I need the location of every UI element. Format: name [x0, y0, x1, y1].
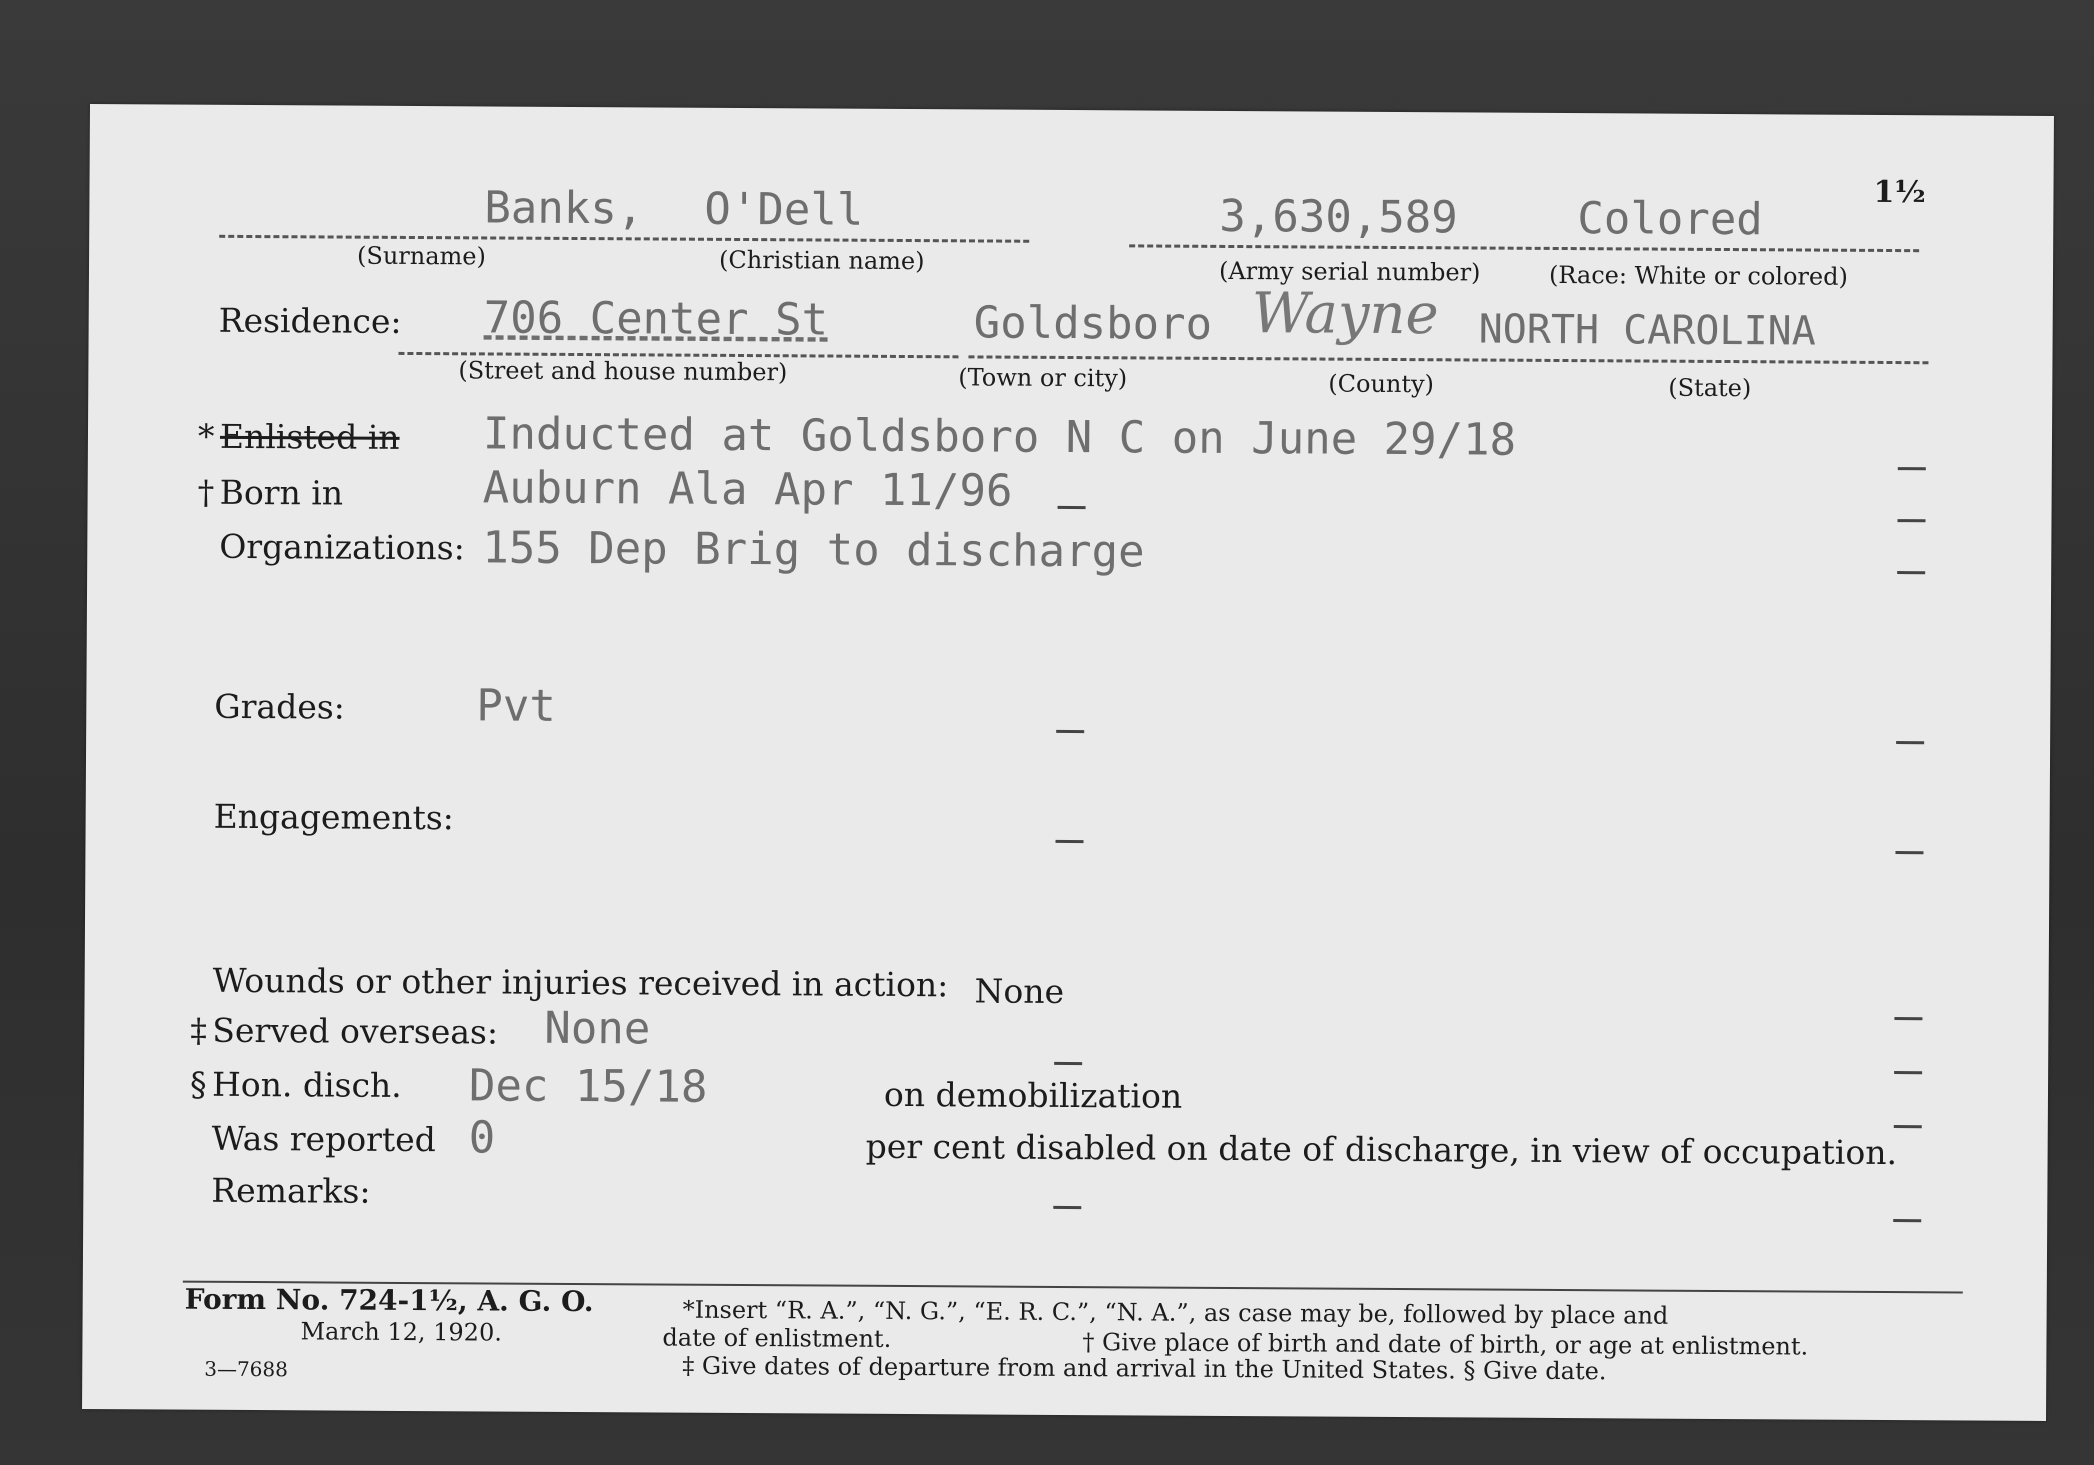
overseas-value: None — [544, 1002, 651, 1055]
margin-dash — [1056, 840, 1084, 843]
record-card — [82, 104, 2054, 1421]
street-label: (Street and house number) — [458, 356, 788, 387]
county-value: Wayne — [1251, 281, 1439, 348]
margin-dash — [1894, 1125, 1922, 1128]
form-date: March 12, 1920. — [300, 1317, 502, 1347]
footnote-line-3: ‡ Give dates of departure from and arrival in the United States. § Give date. — [682, 1351, 1607, 1386]
born-mark: † — [197, 472, 215, 512]
race-label: (Race: White or colored) — [1548, 260, 1848, 291]
grades-label: Grades: — [214, 686, 345, 727]
town-label: (Town or city) — [958, 363, 1128, 393]
margin-dash — [1056, 730, 1084, 733]
serial-underline — [1129, 244, 1919, 252]
engagements-label: Engagements: — [213, 796, 454, 838]
footnote-line-1: *Insert “R. A.”, “N. G.”, “E. R. C.”, “N. A.”, as case may be, followed by place and — [682, 1295, 1669, 1330]
margin-dash — [1053, 1206, 1081, 1209]
form-number: Form No. 724-1½, A. G. O. — [184, 1282, 594, 1319]
wounds-value: None — [974, 971, 1065, 1011]
residence-label: Residence: — [218, 300, 402, 341]
margin-dash — [1894, 1017, 1922, 1020]
race-value: Colored — [1577, 193, 1763, 246]
margin-dash — [1897, 519, 1925, 522]
name-underline — [219, 235, 1029, 243]
margin-dash — [1054, 1062, 1082, 1065]
remarks-label: Remarks: — [211, 1170, 371, 1211]
margin-dash — [1894, 1071, 1922, 1074]
enlisted-value: Inducted at Goldsboro N C on June 29/18 — [482, 408, 1517, 466]
hon-disch-mark: § — [189, 1064, 207, 1104]
organizations-label: Organizations: — [219, 526, 465, 568]
born-value: Auburn Ala Apr 11/96 — [482, 462, 1013, 517]
footnote-line-2b: † Give place of birth and date of birth, or age at enlistment. — [1082, 1328, 1809, 1361]
surname-label: (Surname) — [356, 241, 486, 271]
margin-dash — [1058, 506, 1086, 509]
margin-dash — [1895, 851, 1923, 854]
reported-label: Was reported — [211, 1118, 436, 1160]
state-label: (State) — [1668, 373, 1752, 403]
footnote-line-2a: date of enlistment. — [662, 1323, 892, 1353]
hon-disch-value: Dec 15/18 — [468, 1060, 708, 1113]
hon-disch-suffix: on demobilization — [883, 1074, 1183, 1116]
town-value: Goldsboro — [973, 297, 1213, 350]
disabled-text: per cent disabled on date of discharge, in view of occupation. — [865, 1126, 1898, 1173]
wounds-label: Wounds or other injuries received in action: — [212, 960, 949, 1005]
card-fraction: 1½ — [1873, 174, 1926, 211]
state-value: NORTH CAROLINA — [1478, 306, 1816, 355]
born-label: Born in — [219, 472, 344, 513]
overseas-mark: ‡ — [190, 1010, 207, 1050]
grades-value: Pvt — [476, 680, 556, 732]
street-value: 706 Center St — [483, 292, 829, 346]
reported-value: 0 — [468, 1112, 496, 1164]
christian-name-value: O'Dell — [704, 183, 864, 236]
surname-value: Banks, — [484, 182, 644, 235]
enlisted-label: Enlisted in — [219, 416, 400, 457]
margin-dash — [1893, 1219, 1921, 1222]
christian-name-label: (Christian name) — [718, 245, 925, 276]
enlisted-mark: * — [197, 416, 215, 456]
serial-number-value: 3,630,589 — [1219, 190, 1458, 244]
organizations-value: 155 Dep Brig to discharge — [482, 522, 1145, 578]
margin-dash — [1898, 467, 1926, 470]
serial-number-label: (Army serial number) — [1218, 256, 1481, 287]
location-underline — [968, 355, 1928, 364]
overseas-label: Served overseas: — [212, 1010, 499, 1052]
margin-dash — [1896, 741, 1924, 744]
hon-disch-label: Hon. disch. — [211, 1064, 402, 1105]
county-label: (County) — [1328, 369, 1435, 399]
margin-dash — [1897, 571, 1925, 574]
print-number: 3—7688 — [204, 1356, 288, 1382]
